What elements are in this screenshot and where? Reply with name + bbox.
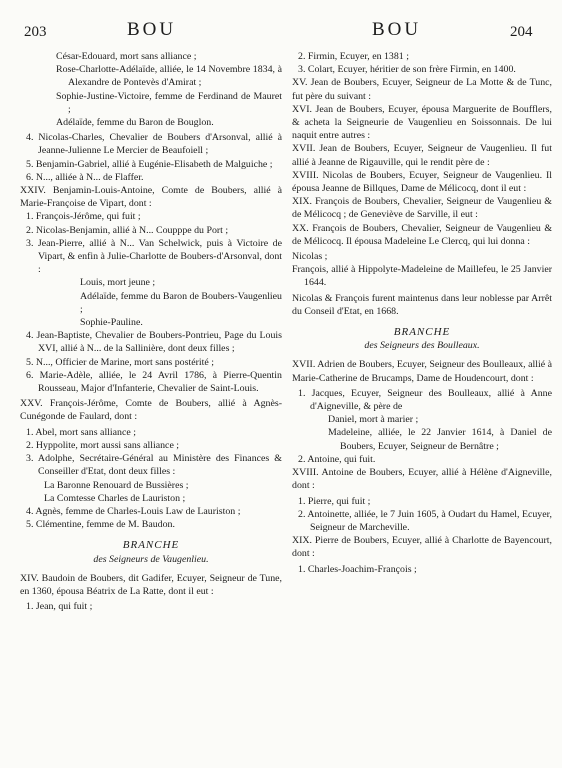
text-line: 3. Adolphe, Secrétaire-Général au Ministère des Finances & Conseiller d'Etat, dont deux filles : — [26, 453, 282, 478]
right-column — [292, 50, 552, 576]
text-line: 3. Jean-Pierre, allié à N... Van Schelwick, puis à Victoire de Vipart, & enfin à Julie-Charlotte de Boubers-d'Arsonval, dont : — [26, 237, 282, 276]
text-line: 5. Clémentine, femme de M. Baudon. — [26, 519, 175, 531]
text-line: XIV. Baudoin de Boubers, dit Gadifer, Ecuyer, Seigneur de Tune, en 1360, épousa Béatrix de La Ratte, dont il eut : — [20, 572, 282, 597]
running-head-right: BOU — [372, 19, 422, 40]
text-line: BRANCHE — [122, 539, 180, 552]
text-line: François, allié à Hippolyte-Madeleine de Maillefeu, le 25 Janvier 1644. — [292, 264, 552, 289]
text-line: des Seigneurs de Vaugenlieu. — [93, 553, 209, 565]
text-line: XVII. Adrien de Boubers, Ecuyer, Seigneur des Boulleaux, allié à Marie-Catherine de Brucamps, Dame de Houdencourt, dont : — [292, 359, 552, 384]
text-line: 1. Jacques, Ecuyer, Seigneur des Boulleaux, allié à Anne d'Aigneville, & père de — [298, 387, 552, 413]
text-line: 1. Jean, qui fuit ; — [26, 601, 93, 613]
text-line: La Comtesse Charles de Lauriston ; — [44, 492, 186, 504]
text-line: Daniel, mort à marier ; — [328, 414, 419, 426]
text-line: La Baronne Renouard de Bussières ; — [44, 479, 189, 491]
text-line: BRANCHE — [393, 326, 451, 339]
text-line: Madeleine, alliée, le 22 Janvier 1614, à Daniel de Boubers, Ecuyer, Seigneur de Bernâtre ; — [328, 427, 552, 452]
text-line: 4. Jean-Baptiste, Chevalier de Boubers-Pontrieu, Page du Louis XVI, allié à N... de la Sallinière, dont deux filles ; — [26, 330, 282, 355]
page-number-right: 204 — [510, 24, 533, 40]
text-line: XX. François de Boubers, Chevalier, Seigneur de Vaugenlieu & de Mélicocq. Il épousa Madeleine Le Clercq, qui lui donna : — [292, 222, 552, 247]
text-line: 6. N..., alliée à N... de Flaffer. — [26, 171, 144, 183]
text-line: XXV. François-Jérôme, Comte de Boubers, allié à Agnès-Cunégonde de Faulard, dont : — [20, 398, 282, 423]
text-line: Louis, mort jeune ; — [80, 277, 156, 289]
text-line: 2. Nicolas-Benjamin, allié à N... Coupppe du Port ; — [26, 224, 229, 236]
text-line: 2. Antoinette, alliée, le 7 Juin 1605, à Oudart du Hamel, Ecuyer, Seigneur de Marcheville. — [298, 508, 552, 533]
text-line: 3. Colart, Ecuyer, héritier de son frère Firmin, en 1400. — [298, 64, 516, 76]
text-line: XIX. Pierre de Boubers, Ecuyer, allié à Charlotte de Bayencourt, dont : — [292, 535, 552, 560]
text-line: Sophie-Justine-Victoire, femme de Ferdinand de Mauret ; — [56, 90, 282, 115]
text-line: Nicolas & François furent maintenus dans leur noblesse par Arrêt du Conseil d'Etat, en 1668. — [292, 292, 552, 317]
text-line: 2. Firmin, Ecuyer, en 1381 ; — [298, 51, 409, 62]
text-line: Rose-Charlotte-Adélaïde, alliée, le 14 Novembre 1834, à Alexandre de Pontevès d'Amirat ; — [56, 64, 282, 89]
text-line: 6. Marie-Adèle, alliée, le 24 Avril 1786, à Pierre-Quentin Rousseau, Major d'Infanterie, Chevalier de Saint-Louis. — [26, 369, 282, 395]
text-line: Nicolas ; — [292, 251, 328, 263]
text-line: Adélaïde, femme du Baron de Bouglon. — [56, 117, 214, 129]
text-line: César-Edouard, mort sans alliance ; — [56, 51, 197, 62]
text-line: XVIII. Nicolas de Boubers, Ecuyer, Seigneur de Vaugenlieu. Il épousa Jeanne de Billques, Dame de Mélicocq, dont il eut : — [292, 169, 552, 195]
left-column — [20, 50, 282, 613]
text-line: 1. Abel, mort sans alliance ; — [26, 426, 136, 438]
text-line: 5. Benjamin-Gabriel, allié à Eugénie-Elisabeth de Malguiche ; — [26, 158, 273, 170]
page-number-left: 203 — [24, 24, 47, 40]
running-head-left: BOU — [127, 19, 177, 40]
text-line: XVII. Jean de Boubers, Ecuyer, Seigneur de Vaugenlieu. Il fut allié à Jeanne de Rigauville, qui le rendit père de : — [292, 143, 552, 168]
text-line: des Seigneurs des Boulleaux. — [364, 340, 480, 352]
text-line: 5. N..., Officier de Marine, mort sans postérité ; — [26, 356, 214, 368]
text-line: 4. Agnès, femme de Charles-Louis Law de Lauriston ; — [26, 505, 241, 517]
text-line: 1. Pierre, qui fuit ; — [298, 495, 371, 507]
text-line: 2. Hyppolite, mort aussi sans alliance ; — [26, 439, 180, 451]
text-line: 2. Antoine, qui fuit. — [298, 453, 376, 465]
text-line: 4. Nicolas-Charles, Chevalier de Boubers d'Arsonval, allié à Jeanne-Julienne Le Mercier de Beaufoiell ; — [26, 132, 282, 157]
text-line: 1. Charles-Joachim-François ; — [298, 563, 417, 575]
text-line: 1. François-Jérôme, qui fuit ; — [26, 211, 141, 223]
text-line: XV. Jean de Boubers, Ecuyer, Seigneur de La Motte & de Tunc, fut père du suivant : — [292, 77, 552, 102]
text-line: XIX. François de Boubers, Chevalier, Seigneur de Vaugenlieu & de Mélicocq ; de Geneviève de Sarville, il eut : — [292, 196, 552, 221]
text-line: XXIV. Benjamin-Louis-Antoine, Comte de Boubers, allié à Marie-Françoise de Vipart, dont : — [20, 185, 282, 210]
text-line: Adélaïde, femme du Baron de Boubers-Vaugenlieu ; — [80, 290, 282, 315]
text-line: XVIII. Antoine de Boubers, Ecuyer, allié à Hélène d'Aigneville, dont : — [292, 467, 552, 492]
text-line: Sophie-Pauline. — [80, 317, 143, 329]
text-line: XVI. Jean de Boubers, Ecuyer, épousa Marguerite de Boufflers, & acheta la Seigneurie de Vaugenlieu en Soissonnais. De lui naquit entre autres : — [292, 103, 552, 142]
